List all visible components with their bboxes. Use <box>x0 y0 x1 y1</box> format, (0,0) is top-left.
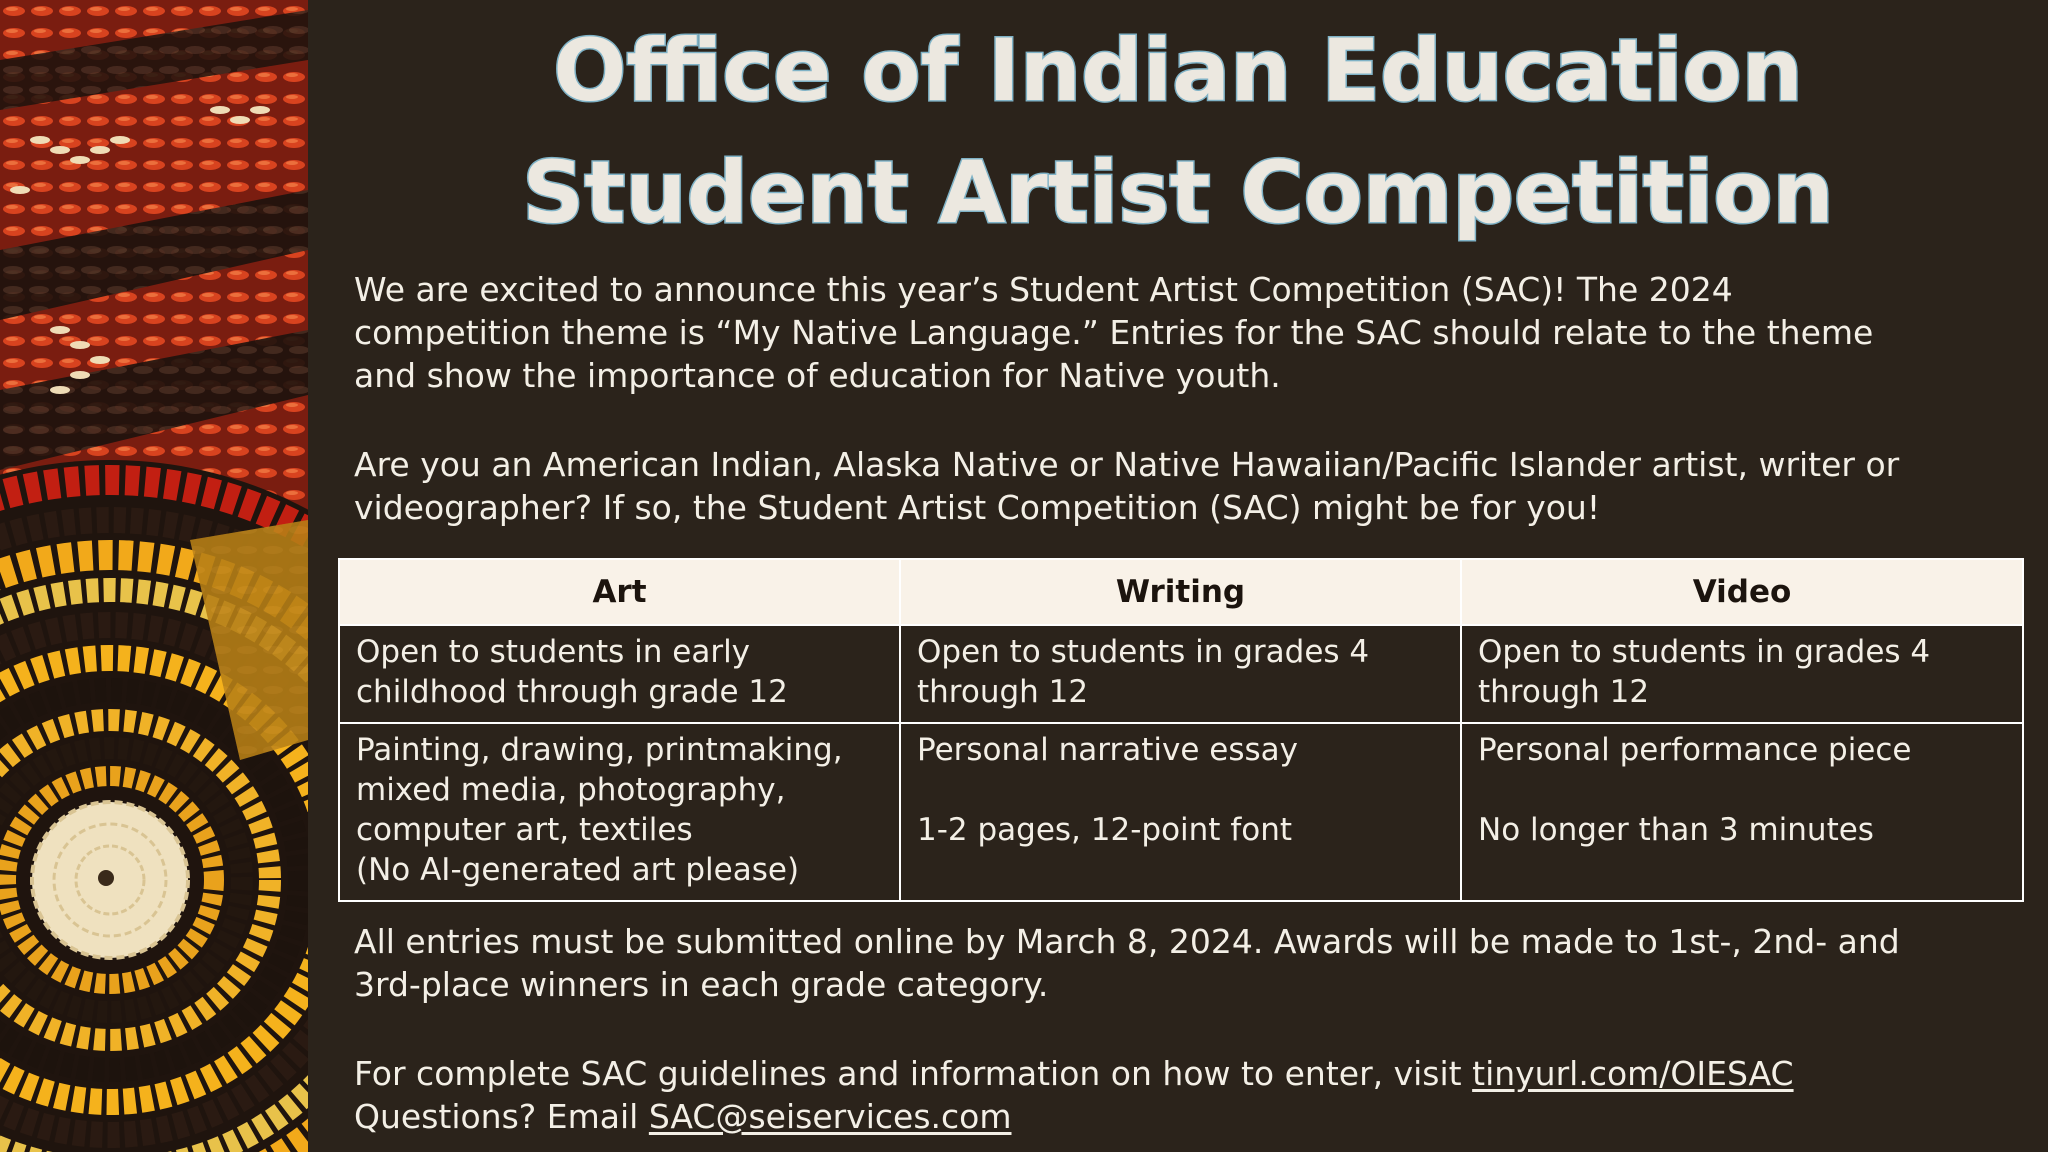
cell-line: mixed media, photography, <box>356 772 786 808</box>
column-header-writing: Writing <box>900 559 1461 625</box>
cell-video-eligibility <box>1461 625 2023 723</box>
table-header-row <box>339 559 2023 625</box>
cell-line: Personal narrative essay <box>917 732 1298 768</box>
woven-basket-image <box>0 0 308 1152</box>
main-content <box>308 0 2048 1152</box>
cell-video-format <box>1461 723 2023 901</box>
cell-line: No longer than 3 minutes <box>1478 812 1874 848</box>
column-header-art: Art <box>339 559 900 625</box>
title-line-1: Office of Indian Education <box>553 21 1803 121</box>
intro-line-3: and show the importance of education for Native youth. <box>354 356 1281 395</box>
table-row-eligibility <box>339 625 2023 723</box>
deadline-line-2: 3rd-place winners in each grade category. <box>354 965 1049 1004</box>
intro-line-1: We are excited to announce this year’s Student Artist Competition (SAC)! The 2024 <box>354 270 1733 309</box>
contact-paragraph <box>354 1052 2014 1138</box>
email-link[interactable]: SAC@seiservices.com <box>648 1097 1012 1136</box>
cell-line: Open to students in grades 4 <box>1478 634 1931 670</box>
intro-paragraph <box>354 268 2014 397</box>
page-title <box>308 10 2048 254</box>
cell-line: computer art, textiles <box>356 812 693 848</box>
guidelines-link[interactable]: tinyurl.com/OIESAC <box>1472 1054 1794 1093</box>
guidelines-text: For complete SAC guidelines and information on how to enter, visit <box>354 1054 1462 1093</box>
table-row-format <box>339 723 2023 901</box>
cell-line: through 12 <box>917 674 1089 710</box>
eligibility-line-1: Are you an American Indian, Alaska Native or Native Hawaiian/Pacific Islander artist, writer or <box>354 445 1900 484</box>
cell-art-format <box>339 723 900 901</box>
cell-line: Painting, drawing, printmaking, <box>356 732 843 768</box>
cell-line: Open to students in early <box>356 634 751 670</box>
questions-text: Questions? Email <box>354 1097 639 1136</box>
cell-writing-eligibility <box>900 625 1461 723</box>
cell-spacer <box>917 770 1446 810</box>
cell-art-eligibility <box>339 625 900 723</box>
cell-line: Personal performance piece <box>1478 732 1912 768</box>
cell-line: through 12 <box>1478 674 1650 710</box>
deadline-line-1: All entries must be submitted online by March 8, 2024. Awards will be made to 1st-, 2nd- and <box>354 922 1900 961</box>
column-header-video: Video <box>1461 559 2023 625</box>
eligibility-line-2: videographer? If so, the Student Artist Competition (SAC) might be for you! <box>354 488 1601 527</box>
categories-table <box>338 558 2024 902</box>
title-line-2: Student Artist Competition <box>522 143 1834 243</box>
cell-writing-format <box>900 723 1461 901</box>
cell-line: childhood through grade 12 <box>356 674 788 710</box>
intro-line-2: competition theme is “My Native Language.” Entries for the SAC should relate to the theme <box>354 313 1874 352</box>
eligibility-paragraph <box>354 443 2014 529</box>
cell-spacer <box>1478 770 2008 810</box>
cell-line: (No AI-generated art please) <box>356 852 800 888</box>
deadline-paragraph <box>354 920 2014 1006</box>
cell-line: Open to students in grades 4 <box>917 634 1370 670</box>
cell-line: 1-2 pages, 12-point font <box>917 812 1292 848</box>
